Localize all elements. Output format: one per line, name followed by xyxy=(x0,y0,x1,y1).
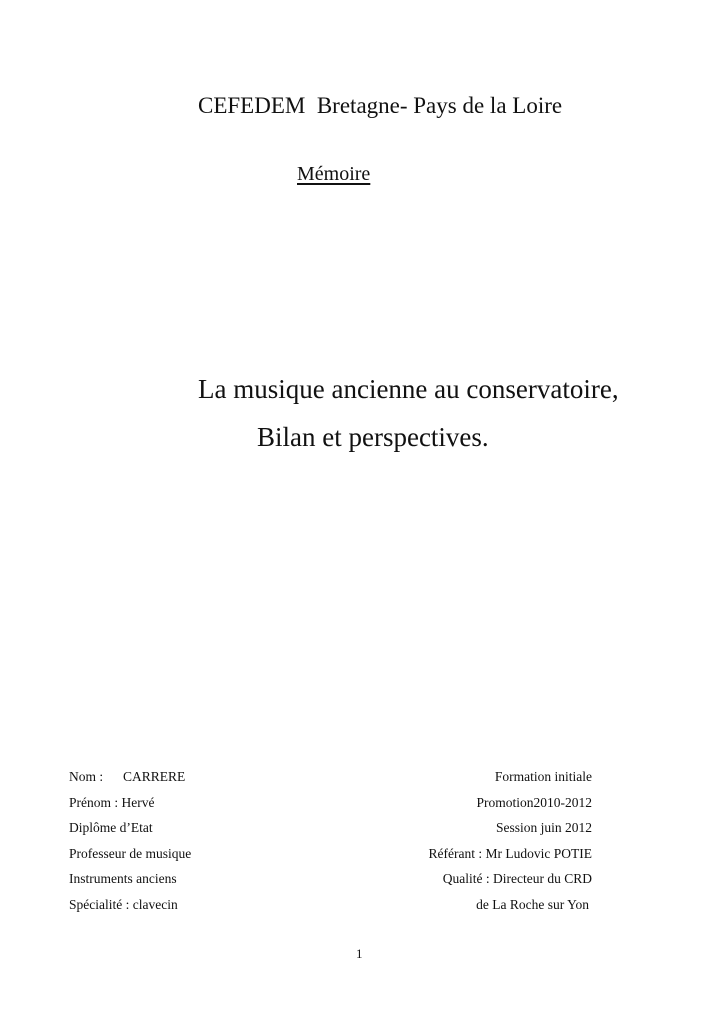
program-info xyxy=(429,768,592,921)
author-diploma: Diplôme d’Etat xyxy=(69,820,153,835)
program-referent: Référant : Mr Ludovic POTIE xyxy=(428,845,592,861)
author-info xyxy=(69,768,191,921)
author-profession: Professeur de musique xyxy=(69,845,192,861)
title-line-2: Bilan et perspectives. xyxy=(257,422,489,452)
author-name-row xyxy=(69,768,191,794)
program-quality: Qualité : Directeur du CRD xyxy=(442,871,592,886)
author-instruments: Instruments anciens xyxy=(69,871,177,886)
program-quality-location: de La Roche sur Yon xyxy=(476,896,589,912)
program-formation: Formation initiale xyxy=(494,769,592,784)
name-value: CARRERE xyxy=(123,769,186,784)
page-number: 1 xyxy=(356,946,363,961)
author-firstname: Prénom : Hervé xyxy=(69,794,155,810)
institution-name: CEFEDEM Bretagne- Pays de la Loire xyxy=(198,93,563,118)
name-label: Nom : xyxy=(69,769,104,784)
title-line-1: La musique ancienne au conservatoire, xyxy=(198,374,619,404)
program-promotion: Promotion2010-2012 xyxy=(476,794,592,810)
document-type: Mémoire xyxy=(297,163,371,185)
author-speciality: Spécialité : clavecin xyxy=(69,896,178,912)
program-session: Session juin 2012 xyxy=(495,820,592,835)
